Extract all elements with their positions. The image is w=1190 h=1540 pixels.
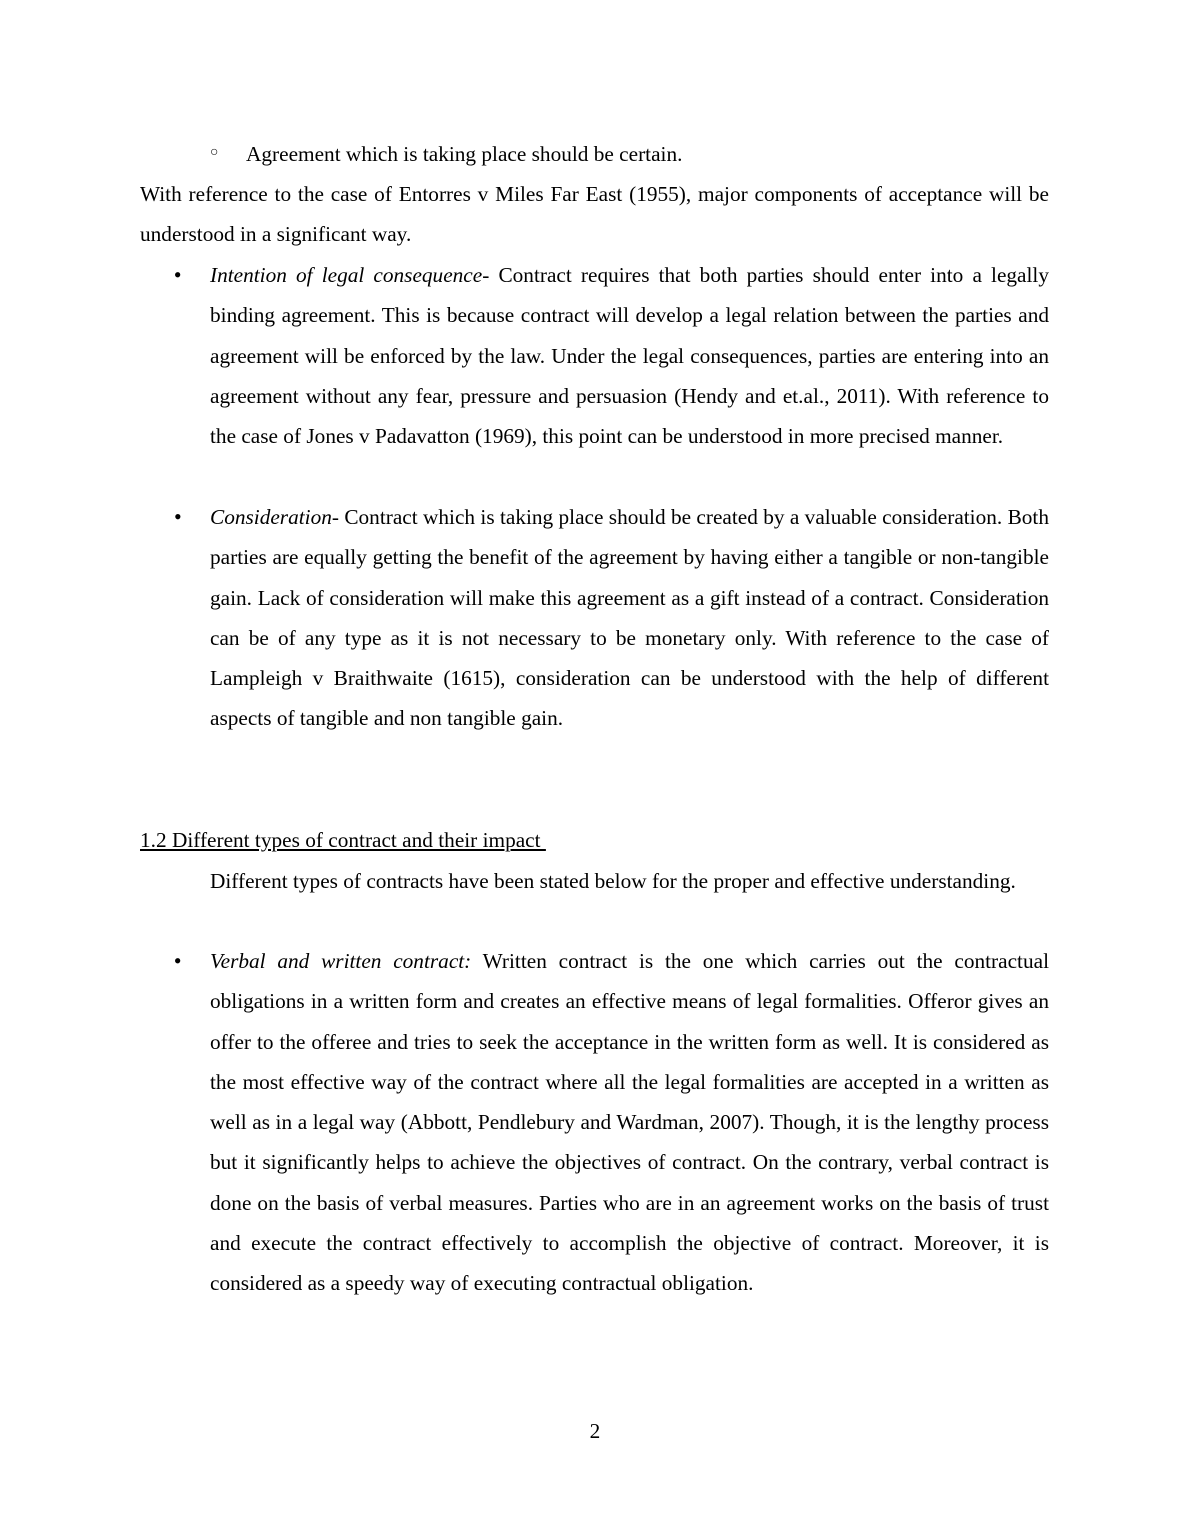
bullet-term: Intention of legal consequence: [210, 263, 483, 287]
bullet-term: Consideration: [210, 505, 332, 529]
hollow-circle-bullet-icon: ○: [210, 145, 219, 160]
bullet-item-intention: [168, 255, 1049, 456]
bullet-item-verbal-written: [168, 941, 1049, 1304]
bullet-dot-icon: •: [174, 504, 182, 529]
page-number: 2: [589, 1419, 601, 1443]
bullet-text: - Contract requires that both parties should enter into a legally binding agreement. This is because contract will develop a legal relation between the parties and agreement will be enforced by the law. Under the legal consequences, parties are entering into an agreement without any fear, pressure and persuasion (Hendy and et.al., 2011). With reference to the case of Jones v Padavatton (1969), this point can be understood in more precised manner.: [210, 263, 1049, 449]
section-intro-paragraph: Different types of contracts have been stated below for the proper and effective understanding.: [210, 869, 1016, 893]
bullet-dot-icon: •: [168, 261, 187, 288]
bullet-text: Written contract is the one which carries out the contractual obligations in a written form and creates an effective means of legal formalities. Offeror gives an offer to the offeree and tries to seek the acceptance in the written form as well. It is considered as the most effective way of the contract where all the legal formalities are accepted in a written as well as in a legal way (Abbott, Pendlebury and Wardman, 2007). Though, it is the lengthy process but it significantly helps to achieve the objectives of contract. On the contrary, verbal contract is done on the basis of verbal measures. Parties who are in an agreement works on the basis of trust and execute the contract effectively to accomplish the objective of contract. Moreover, it is considered as a speedy way of executing contractual obligation.: [210, 949, 1049, 1296]
bullet-text: - Contract which is taking place should be created by a valuable consideration. Both parties are equally getting the benefit of the agreement by having either a tangible or non-tangible gain. Lack of consideration will make this agreement as a gift instead of a contract. Consideration can be of any type as it is not necessary to be monetary only. With reference to the case of Lampleigh v Braithwaite (1615), consideration can be understood with the help of different aspects of tangible and non tangible gain.: [210, 505, 1049, 731]
sub-bullet-item: [210, 134, 682, 174]
bullet-term: Verbal and written contract:: [210, 949, 472, 973]
sub-bullet-text: Agreement which is taking place should be certain.: [246, 142, 683, 166]
intro-paragraph: With reference to the case of Entorres v Miles Far East (1955), major components of acceptance will be understood in a significant way.: [140, 182, 1049, 247]
section-heading: 1.2 Different types of contract and their impact: [140, 828, 546, 852]
bullet-item-consideration: [174, 497, 1049, 739]
bullet-dot-icon: •: [168, 947, 187, 974]
